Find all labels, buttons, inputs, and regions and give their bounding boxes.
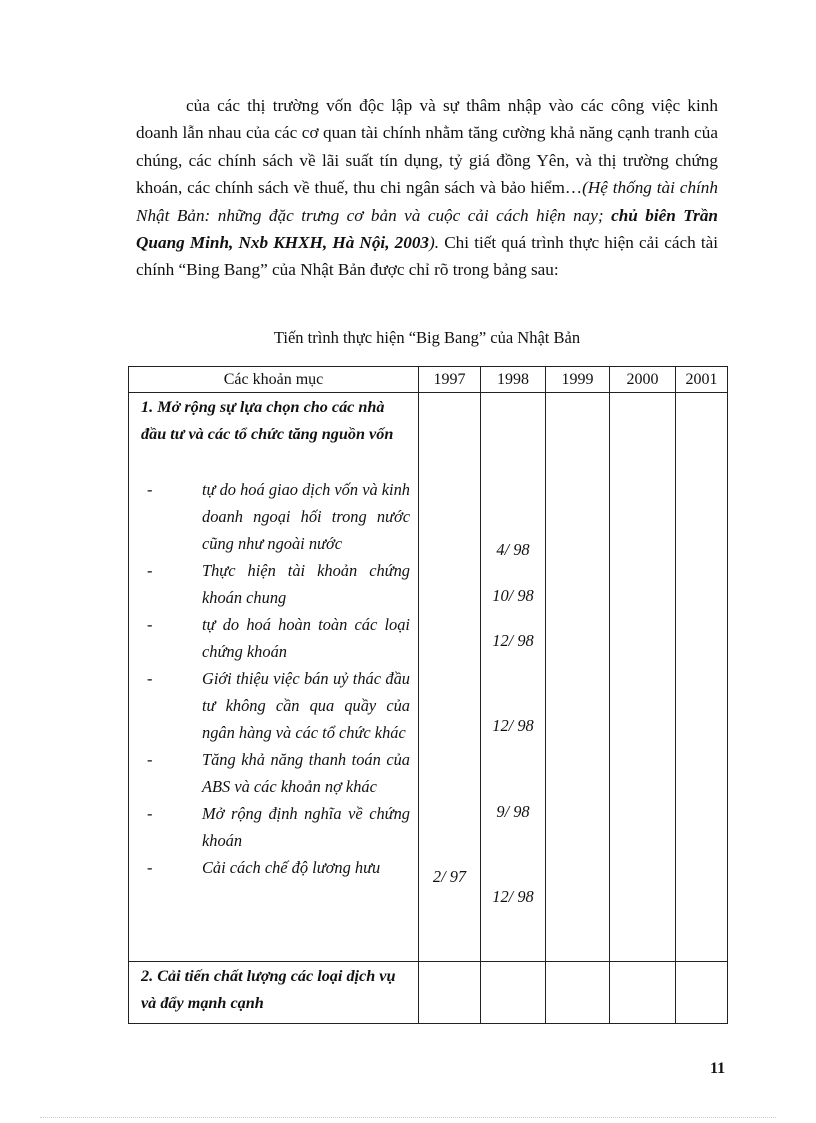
citation-end: ). xyxy=(429,233,440,253)
section-2-cell xyxy=(129,962,419,1024)
cell-1998 xyxy=(481,393,546,962)
footer-divider xyxy=(40,1117,776,1118)
list-item: - tự do hoá giao dịch vốn và kinh doanh ngoại hối trong nước cũng như ngoài nước xyxy=(147,480,410,554)
cell-1999 xyxy=(546,393,610,962)
citation-bold: chủ biên Trần Quang Minh, Nxb KHXH, Hà Nội, 2003 xyxy=(136,205,718,253)
header-1997: 1997 xyxy=(419,367,481,393)
header-1998: 1998 xyxy=(481,367,546,393)
cell-1999 xyxy=(546,962,610,1024)
list-item: - Giới thiệu việc bán uỷ thác đầu tư không cần qua quầy của ngân hàng và các tổ chức khác xyxy=(147,669,410,743)
header-2000: 2000 xyxy=(610,367,676,393)
section-2-title: 2. Cải tiến chất lượng các loại dịch vụ và đẩy mạnh cạnh xyxy=(141,967,396,1013)
value-1997: 2/ 97 xyxy=(432,867,467,886)
list-item: - Thực hiện tài khoản chứng khoán chung xyxy=(147,561,410,608)
citation-italic: (Hệ thống tài chính Nhật Bản: những đặc trưng cơ bản và cuộc cải cách hiện nay; xyxy=(136,178,718,225)
cell-2001 xyxy=(676,962,728,1024)
big-bang-table xyxy=(128,366,728,1024)
page-number: 11 xyxy=(710,1060,726,1077)
section-1-title: 1. Mở rộng sự lựa chọn cho các nhà đầu tư và các tổ chức tăng nguồn vốn xyxy=(141,398,394,444)
cell-1998 xyxy=(481,962,546,1024)
value-1998: 12/ 98 xyxy=(492,716,534,735)
cell-2000 xyxy=(610,962,676,1024)
table-header-row xyxy=(129,367,728,393)
table-row xyxy=(129,962,728,1024)
value-1998: 4/ 98 xyxy=(496,540,530,559)
paragraph-text-after: Chi tiết quá trình thực hiện cải cách tài chính “Bing Bang” của Nhật Bản được chỉ rõ trong bảng sau: xyxy=(136,233,719,280)
section-1-cell xyxy=(129,393,419,962)
header-items: Các khoản mục xyxy=(129,367,419,393)
header-2001: 2001 xyxy=(676,367,728,393)
header-1999: 1999 xyxy=(546,367,610,393)
value-1998: 9/ 98 xyxy=(496,802,530,821)
list-item: - Mở rộng định nghĩa về chứng khoán xyxy=(147,804,410,851)
list-item: - tự do hoá hoàn toàn các loại chứng khoán xyxy=(147,615,410,662)
list-item: - Tăng khả năng thanh toán của ABS và các khoản nợ khác xyxy=(147,750,410,797)
table-row xyxy=(129,393,728,962)
cell-1997 xyxy=(419,962,481,1024)
cell-2001 xyxy=(676,393,728,962)
value-1998: 10/ 98 xyxy=(492,586,534,605)
paragraph-text: của các thị trường vốn độc lập và sự thâm nhập vào các công việc kinh doanh lẫn nhau của các cơ quan tài chính nhằm tăng cường khả năng cạnh tranh của chúng, các chính sách về lãi suất tín dụng, tỷ giá đồng Yên, và thị trường chứng khoán, các chính sách về thuế, thu chi ngân sách và bảo hiểm… xyxy=(136,96,718,198)
cell-1997 xyxy=(419,393,481,962)
body-paragraph xyxy=(136,92,718,284)
cell-2000 xyxy=(610,393,676,962)
value-1998: 12/ 98 xyxy=(492,631,534,650)
list-item: - Cải cách chế độ lương hưu xyxy=(147,858,381,878)
table-caption: Tiến trình thực hiện “Big Bang” của Nhật Bản xyxy=(273,328,581,347)
value-1998: 12/ 98 xyxy=(492,887,534,906)
